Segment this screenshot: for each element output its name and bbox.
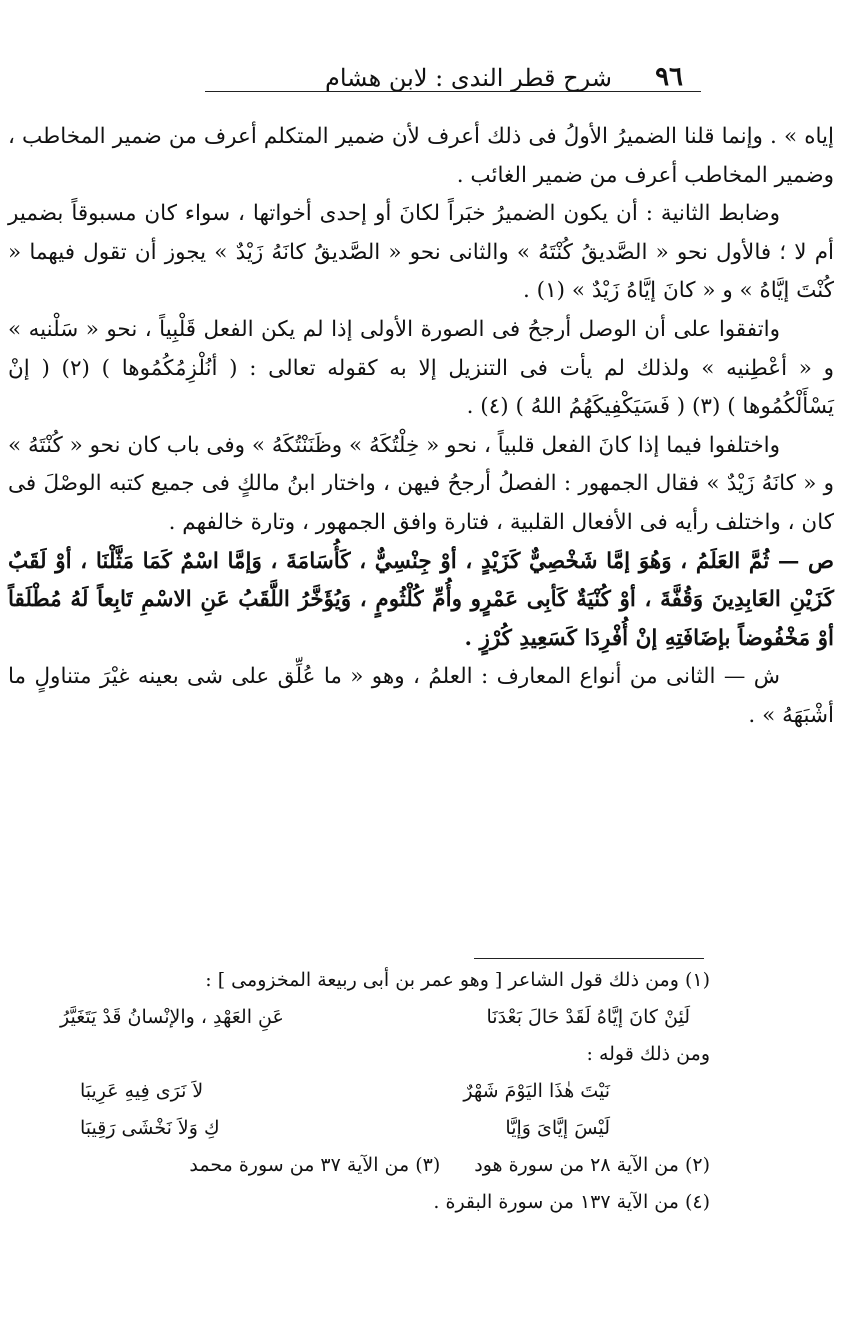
running-title: شرح قطر الندى : لابن هشام bbox=[325, 64, 612, 92]
verse-2-second-hemistich: لاَ نَرَى فِيهِ عَرِيبَا bbox=[80, 1080, 204, 1102]
footnote-refs bbox=[60, 1147, 710, 1184]
header-rule bbox=[205, 91, 701, 92]
paragraph-matn: ص — ثُمَّ العَلَمُ ، وَهُوَ إمَّا شَخْصِيٌّ كَزَيْدٍ ، أوْ جِنْسِيٌّ ، كَأُسَامَةَ ، وَإمَّا اسْمٌ كَمَا مَثَّلْنَا ، أوْ لَقَبٌ كَزَيْنِ العَابِدِينَ وَقُفَّةَ ، أوْ كُنْيَةٌ كَأبِى عَمْرٍو وأُمِّ كُلْثُومٍ ، وَيُؤَخَّرُ اللَّقَبُ عَنِ الاسْمِ تَابِعاً لَهُ مُطْلَقاً أوْ مَخْفُوضاً بإضَافَتِهِ إنْ أُفْرِدَا كَسَعِيدِ كُرْزٍ . bbox=[8, 548, 834, 651]
verse-1-first-hemistich: لَئِنْ كانَ إيَّاهُ لَقَدْ حَالَ بَعْدَنَا bbox=[486, 1006, 690, 1028]
verse-3-second-hemistich: كِ وَلاَ نَخْشَى رَقِيبَا bbox=[80, 1117, 220, 1139]
main-text bbox=[8, 118, 834, 736]
footnote-4: (٤) من الآية ١٣٧ من سورة البقرة . bbox=[433, 1191, 710, 1213]
verse-1-second-hemistich: عَنِ العَهْدِ ، والإنْسانُ قَدْ يَتَغَيَّرُ bbox=[60, 1006, 284, 1028]
page-header bbox=[205, 48, 701, 90]
footnote-1-continued: ومن ذلك قوله : bbox=[586, 1043, 710, 1065]
verse-3 bbox=[80, 1110, 710, 1147]
paragraph-4: واختلفوا فيما إذا كانَ الفعل قلبياً ، نحو « خِلْتُكَهُ » وظَنَنْتُكَهُ » وفى باب كان نحو « كُنْتَهُ » و « كانَهُ زَيْدٌ » فقال الجمهور : الفصلُ أرجحُ فيهن ، واختار ابنُ مالكٍ فى جميع كتبه الوصْلَ فى كان ، واختلف رأيه فى الأفعال القلبية ، فتارة وافق الجمهور ، وتارة خالفهم . bbox=[8, 432, 834, 535]
footnote-1: (١) ومن ذلك قول الشاعر [ وهو عمر بن أبى ربيعة المخزومى ] : bbox=[205, 969, 710, 991]
page-number: ٩٦ bbox=[655, 62, 683, 92]
paragraph-3: واتفقوا على أن الوصل أرجحُ فى الصورة الأولى إذا لم يكن الفعل قَلْبِياً ، نحو « سَلْنيه » و « أعْطِنيه » ولذلك لم يأت فى التنزيل إلا به كقوله تعالى : ( أنُلْزِمُكُمُوها ) (٢) ( إنْ يَسْأَلْكُمُوها ) (٣) ( فَسَيَكْفِيكَهُمُ اللهُ ) (٤) . bbox=[8, 316, 834, 420]
verse-2 bbox=[80, 1073, 710, 1110]
footnotes bbox=[60, 962, 710, 1221]
paragraph-2: وضابط الثانية : أن يكون الضميرُ خبَراً لكانَ أو إحدى أخواتها ، سواء كان مسبوقاً بضمير أم لا ؛ فالأول نحو « الصَّديقُ كُنْتَهُ » والثانى نحو « الصَّديقُ كانَهُ زَيْدٌ » يجوز أن تقول فيهما « كُنْتَ إيَّاهُ » و « كانَ إيَّاهُ زَيْدٌ » (١) . bbox=[8, 201, 834, 304]
verse-1 bbox=[60, 999, 710, 1036]
verse-2-first-hemistich: نَيْتَ هٰذَا اليَوْمَ شَهْرٌ bbox=[463, 1080, 610, 1102]
footnote-2: (٢) من الآية ٢٨ من سورة هود bbox=[474, 1154, 710, 1176]
footnote-rule bbox=[474, 958, 704, 959]
paragraph-sharh: ش — الثانى من أنواع المعارف : العلمُ ، وهو « ما عُلِّق على شى بعينه غيْرَ متناولٍ ما أشْبَهَهُ » . bbox=[8, 664, 834, 728]
paragraph-1: إياه » . وإنما قلنا الضميرُ الأولُ فى ذلك أعرف لأن ضمير المتكلم أعرف من ضمير المخاطب ، وضمير المخاطب أعرف من ضمير الغائب . bbox=[8, 124, 834, 188]
footnote-3: (٣) من الآية ٣٧ من سورة محمد bbox=[189, 1154, 441, 1176]
verse-3-first-hemistich: لَيْسَ إيَّاىَ وَإيَّا bbox=[505, 1117, 610, 1139]
